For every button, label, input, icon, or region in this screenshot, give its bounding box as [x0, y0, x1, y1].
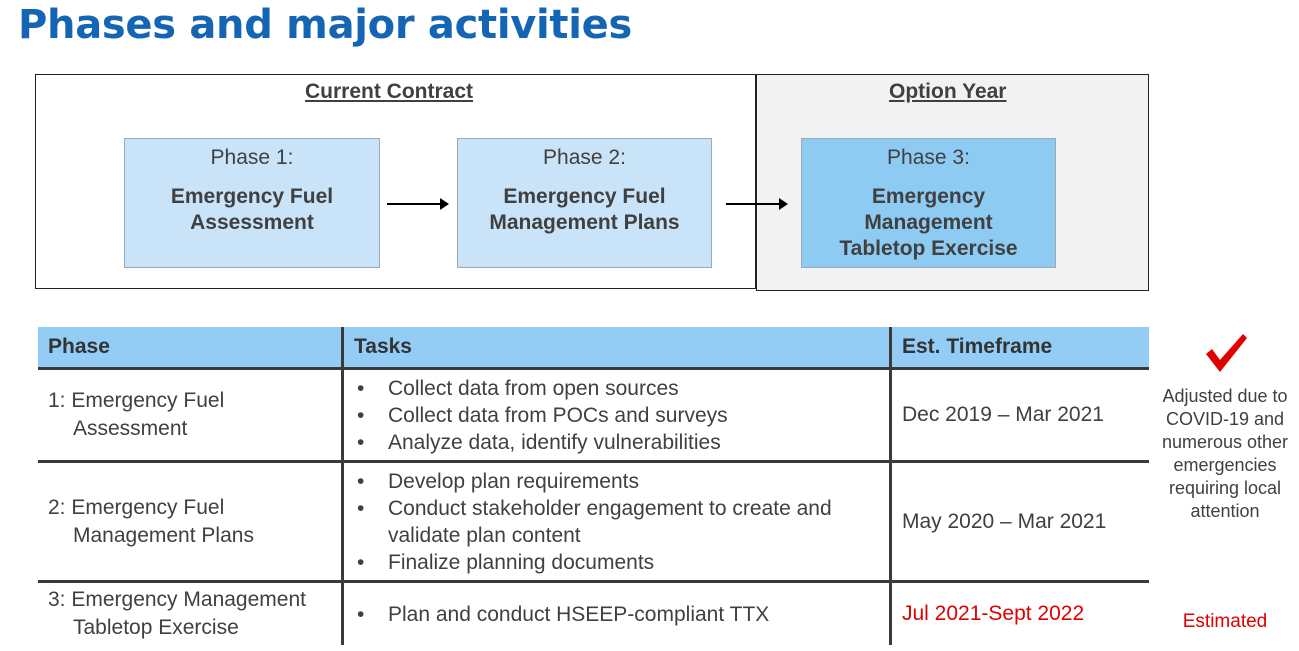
current-contract-heading: Current Contract [305, 80, 474, 103]
phase-3-name: Emergency Management Tabletop Exercise [839, 185, 1018, 260]
phase-1-name: Emergency Fuel Assessment [170, 185, 334, 234]
phase-line-2: Management Plans [73, 523, 254, 547]
phase-line-1: 3: Emergency Management [48, 588, 306, 611]
header-phase: Phase [38, 327, 343, 369]
task-item: • Collect data from POCs and surveys [354, 402, 889, 429]
header-tasks: Tasks [343, 327, 891, 369]
checkmark-icon [1203, 332, 1249, 374]
task-item: • Finalize planning documents [354, 549, 889, 576]
phase-3-box [801, 138, 1056, 268]
task-item: • Plan and conduct HSEEP-compliant TTX [354, 601, 889, 628]
arrow-1-to-2 [387, 203, 447, 205]
table-row [38, 462, 1149, 582]
phase-cell [38, 462, 343, 582]
arrow-2-to-3 [726, 203, 786, 205]
phases-table [38, 327, 1149, 645]
task-item: • Develop plan requirements [354, 468, 889, 495]
task-item: • Conduct stakeholder engagement to create and validate plan content [354, 495, 889, 549]
phase-3-number: Phase 3: [887, 146, 970, 169]
phase-line-2: Tabletop Exercise [73, 616, 239, 639]
phase-2-box [457, 138, 712, 268]
estimated-label: Estimated [1182, 611, 1268, 632]
table-row [38, 582, 1149, 646]
phase-2-number: Phase 2: [543, 146, 626, 169]
tasks-cell [343, 582, 891, 646]
phase-cell [38, 369, 343, 462]
timeframe-cell: Dec 2019 – Mar 2021 [891, 369, 1150, 462]
header-timeframe: Est. Timeframe [891, 327, 1150, 369]
table-row [38, 369, 1149, 462]
phase-line-1: 1: Emergency Fuel [48, 389, 225, 412]
phase-cell [38, 582, 343, 646]
task-item: • Collect data from open sources [354, 375, 889, 402]
phase-1-number: Phase 1: [210, 146, 294, 169]
tasks-cell [343, 462, 891, 582]
timeframe-cell-estimated: Jul 2021-Sept 2022 [902, 602, 1085, 625]
tasks-cell [343, 369, 891, 462]
page-title: Phases and major activities [18, 2, 632, 48]
option-year-heading: Option Year [889, 80, 1007, 103]
phase-1-box [124, 138, 380, 268]
table-header-row [38, 327, 1149, 369]
timeframe-cell: May 2020 – Mar 2021 [891, 462, 1150, 582]
phase-2-name: Emergency Fuel Management Plans [489, 185, 680, 234]
adjustment-note: Adjusted due to COVID-19 and numerous other emergencies requiring local attention [1161, 386, 1289, 521]
phase-line-1: 2: Emergency Fuel [48, 495, 225, 519]
task-item: • Analyze data, identify vulnerabilities [354, 429, 889, 456]
phase-line-2: Assessment [73, 417, 188, 440]
